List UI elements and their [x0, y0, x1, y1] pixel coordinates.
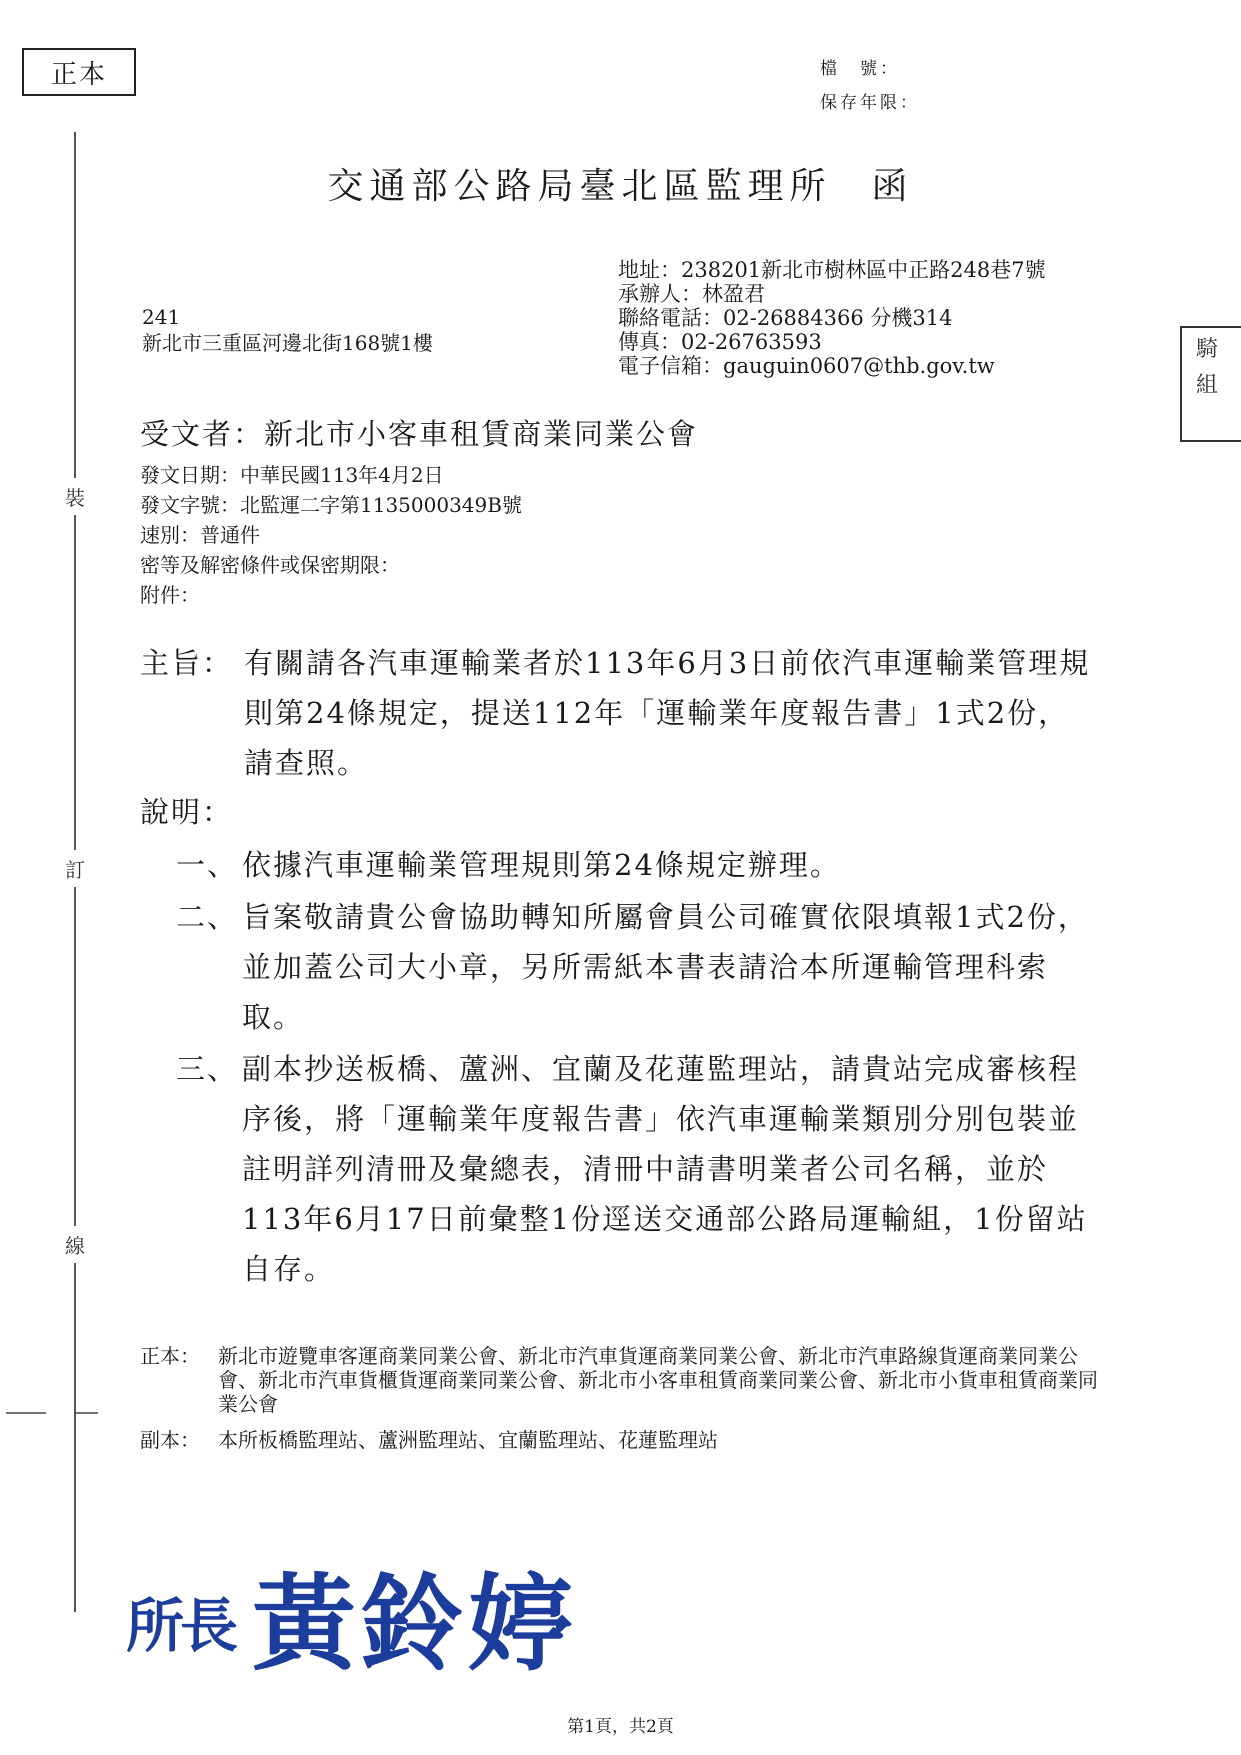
scan-artifact [6, 1412, 46, 1414]
copy-label: 副本： [140, 1428, 200, 1452]
subject-section [140, 638, 1100, 788]
explanation-item [176, 840, 1106, 890]
original-distribution [140, 1344, 1100, 1416]
document-title [0, 158, 1241, 209]
copy-recipients: 本所板橋監理站、蘆洲監理站、宜蘭監理站、花蓮監理站 [218, 1428, 718, 1452]
item-text: 副本抄送板橋、蘆洲、宜蘭及花蓮監理站，請貴站完成審核程序後，將「運輸業年度報告書」依汽車運輸業類別分別包裝並註明詳列清冊及彙總表，清冊中請書明業者公司名稱，並於113年6月17日前彙整1份逕送交通部公路局運輸組，1份留站自存。 [242, 1052, 1088, 1286]
item-text: 依據汽車運輸業管理規則第24條規定辦理。 [242, 848, 841, 882]
file-number-label: 檔 號： [820, 59, 900, 79]
item-number: 三、 [176, 1052, 239, 1086]
receiver-line: 受文者：新北市小客車租賃商業同業公會 [140, 417, 699, 451]
contact-email: 電子信箱：gauguin0607@thb.gov.tw [618, 354, 995, 378]
subject-text: 有關請各汽車運輸業者於113年6月3日前依汽車運輸業管理規則第24條規定，提送112年「運輸業年度報告書」1式2份，請查照。 [244, 646, 1091, 780]
postal-code: 241 [142, 305, 181, 329]
original-recipients: 新北市遊覽車客運商業同業公會、新北市汽車貨運商業同業公會、新北市汽車路線貨運商業同業公會、新北市汽車貨櫃貨運商業同業公會、新北市小客車租賃商業同業公會、新北市小貨車租賃商業同業公會 [218, 1344, 1098, 1416]
street-address: 新北市三重區河邊北街168號1樓 [142, 331, 433, 355]
explanation-item [176, 1044, 1106, 1294]
recipient-address [142, 304, 433, 356]
binding-char-zhuang: 裝 [62, 478, 88, 515]
contact-handler: 承辦人：林盈君 [618, 282, 765, 306]
confidentiality: 密等及解密條件或保密期限： [140, 553, 400, 577]
contact-fax: 傳真：02-26763593 [618, 330, 822, 354]
explanation-item [176, 892, 1106, 1042]
original-copy-stamp [22, 48, 136, 96]
side-stamp-char: 騎 [1196, 337, 1219, 362]
page-number: 第1頁，共2頁 [567, 1717, 674, 1737]
item-number: 一、 [176, 848, 239, 882]
explanation-label: 說明： [140, 795, 234, 829]
issue-number: 發文字號：北監運二字第1135000349B號 [140, 493, 522, 517]
contact-phone: 聯絡電話：02-26884366 分機314 [618, 306, 953, 330]
item-text: 旨案敬請貴公會協助轉知所屬會員公司確實依限填報1式2份，並加蓋公司大小章，另所需紙本書表請洽本所運輸管理科索取。 [242, 900, 1089, 1034]
copy-distribution [140, 1428, 1100, 1452]
binding-char-ding: 訂 [62, 850, 88, 887]
agency-name: 交通部公路局臺北區監理所 [327, 166, 832, 207]
signature-name: 黃鈴婷 [252, 1562, 577, 1685]
signature-title: 所長 [126, 1592, 235, 1660]
stamp-label: 正本 [50, 59, 107, 90]
binding-char-xian: 線 [62, 1226, 88, 1263]
subject-label: 主旨： [140, 646, 234, 680]
attachments: 附件： [140, 583, 200, 607]
contact-address: 地址：238201新北市樹林區中正路248巷7號 [618, 258, 1046, 282]
item-number: 二、 [176, 900, 239, 934]
side-stamp [1180, 326, 1241, 442]
original-label: 正本： [140, 1344, 200, 1368]
retention-label: 保存年限： [820, 93, 920, 113]
issue-metadata [140, 460, 522, 610]
speed-class: 速別：普通件 [140, 523, 260, 547]
document-type: 函 [871, 166, 914, 207]
side-stamp-char: 組 [1196, 373, 1219, 398]
contact-block [618, 258, 1046, 378]
scan-artifact [76, 1412, 98, 1414]
director-signature-stamp [126, 1540, 576, 1690]
issue-date: 發文日期：中華民國113年4月2日 [140, 463, 444, 487]
